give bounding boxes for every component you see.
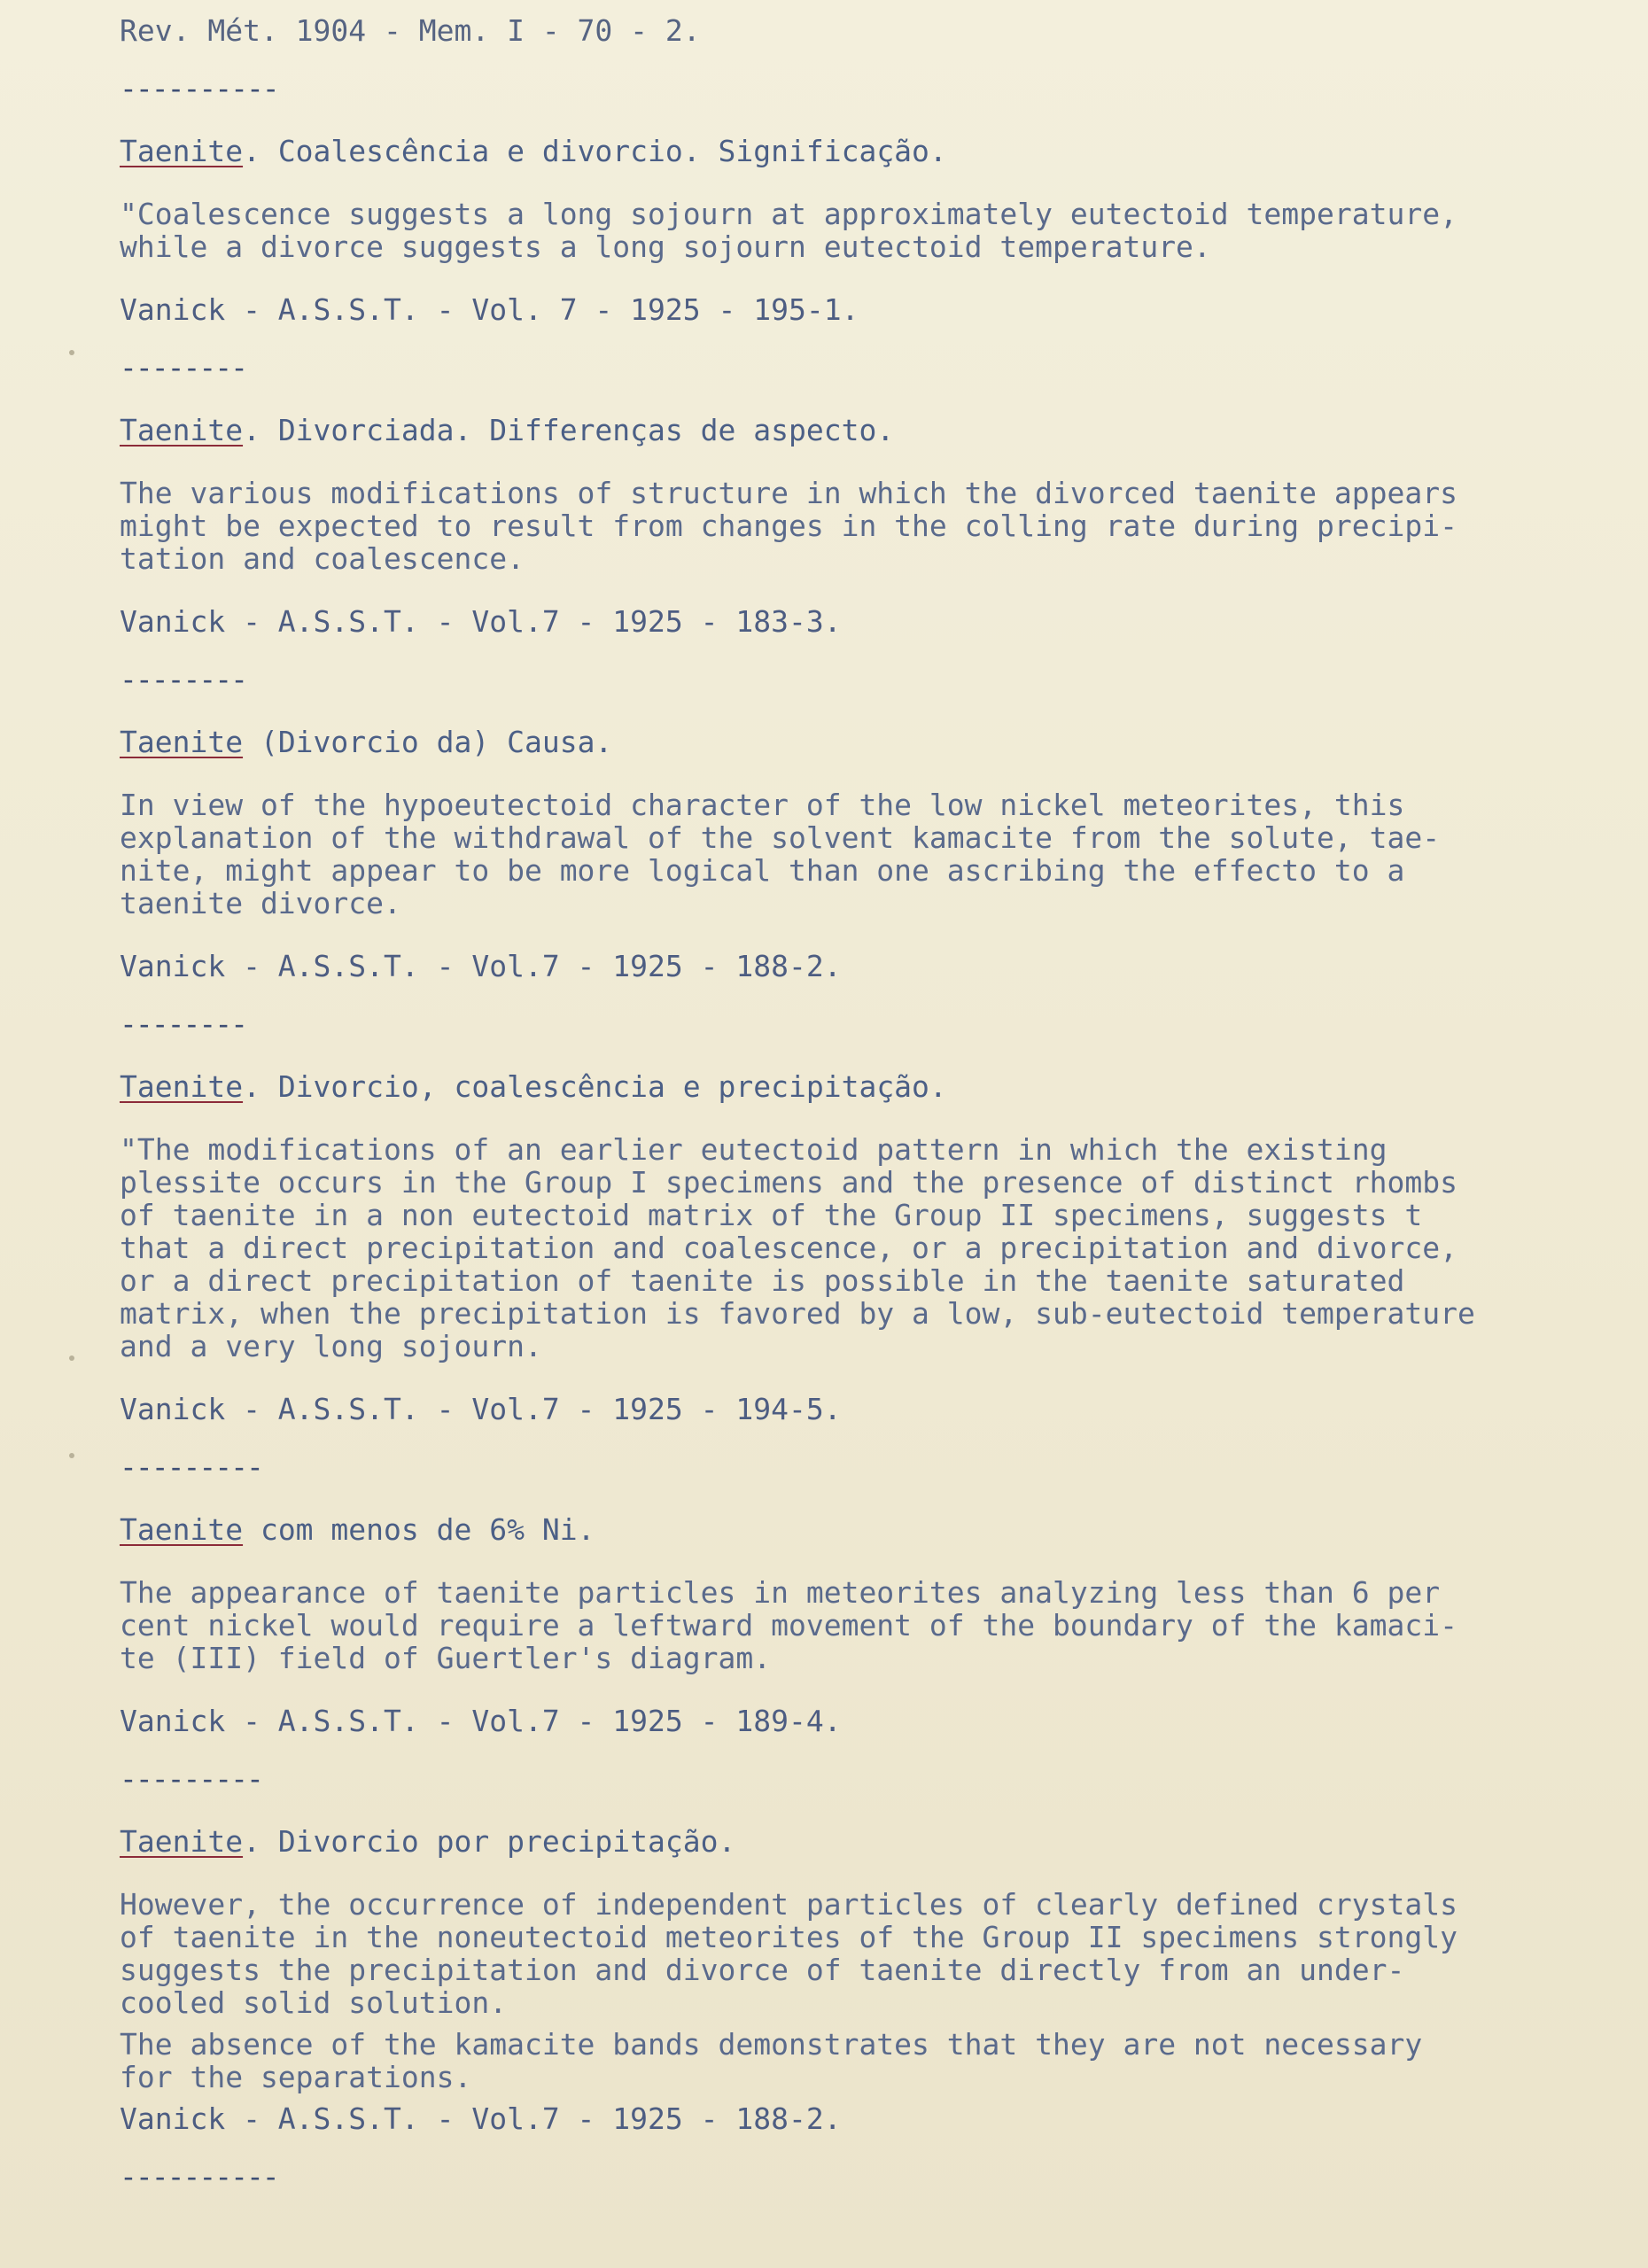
divider: -------- bbox=[120, 662, 246, 696]
body-line: and a very long sojourn. bbox=[120, 1329, 542, 1363]
entry-citation: Vanick - A.S.S.T. - Vol. 7 - 1925 - 195-1. bbox=[120, 292, 859, 327]
entry-term: Taenite bbox=[120, 134, 244, 168]
body-line: The appearance of taenite particles in meteorites analyzing less than 6 per bbox=[120, 1575, 1441, 1610]
body-line: plessite occurs in the Group I specimens and the presence of distinct rhombs bbox=[120, 1165, 1458, 1200]
reference-header: Rev. Mét. 1904 - Mem. I - 70 - 2. bbox=[120, 13, 701, 48]
divider: --------- bbox=[120, 1761, 262, 1796]
body-line: The various modifications of structure in which the divorced taenite appears bbox=[120, 476, 1458, 510]
body-line: might be expected to result from changes in the colling rate during precipi- bbox=[120, 509, 1458, 543]
entry-body bbox=[120, 1576, 1613, 1674]
entry-title: . Divorciada. Differenças de aspecto. bbox=[243, 413, 895, 447]
body-line: of taenite in a non eutectoid matrix of the Group II specimens, suggests t bbox=[120, 1198, 1423, 1232]
body-line: explanation of the withdrawal of the solvent kamacite from the solute, tae- bbox=[120, 820, 1441, 855]
entry-term: Taenite bbox=[120, 1069, 244, 1104]
entry-heading bbox=[120, 726, 1613, 758]
body-line: In view of the hypoeutectoid character of the low nickel meteorites, this bbox=[120, 788, 1405, 822]
body-line: tation and coalescence. bbox=[120, 541, 525, 576]
divider: ---------- bbox=[120, 2159, 278, 2194]
entry-term: Taenite bbox=[120, 1512, 244, 1547]
entry-body bbox=[120, 477, 1613, 575]
body-line: "The modifications of an earlier eutectoid pattern in which the existing bbox=[120, 1132, 1388, 1167]
entry-body bbox=[120, 788, 1613, 920]
entry-title: . Divorcio, coalescência e precipitação. bbox=[243, 1069, 947, 1104]
entry-body bbox=[120, 1888, 1613, 2019]
entry-citation: Vanick - A.S.S.T. - Vol.7 - 1925 - 188-2. bbox=[120, 2101, 842, 2136]
entry-menos-6-ni bbox=[120, 1513, 1613, 1737]
divider: ---------- bbox=[120, 71, 278, 105]
entry-divorcio-causa bbox=[120, 726, 1613, 983]
body-line: of taenite in the noneutectoid meteorites of the Group II specimens strongly bbox=[120, 1920, 1458, 1954]
margin-speck bbox=[69, 1355, 74, 1361]
entry-divorcio-precipitacao bbox=[120, 1825, 1613, 2135]
entry-body-second bbox=[120, 2028, 1613, 2093]
margin-speck bbox=[69, 350, 74, 355]
entry-citation: Vanick - A.S.S.T. - Vol.7 - 1925 - 194-5. bbox=[120, 1392, 842, 1426]
divider: -------- bbox=[120, 350, 246, 384]
entry-term: Taenite bbox=[120, 413, 244, 447]
divider: -------- bbox=[120, 1006, 246, 1041]
body-line: "Coalescence suggests a long sojourn at approximately eutectoid temperature, bbox=[120, 197, 1458, 231]
entry-heading bbox=[120, 414, 1613, 447]
entry-title: (Divorcio da) Causa. bbox=[243, 725, 613, 759]
entry-divorcio-coalescencia-precipitacao bbox=[120, 1070, 1613, 1425]
body-line: cent nickel would require a leftward movement of the boundary of the kamaci- bbox=[120, 1608, 1458, 1643]
body-line: or a direct precipitation of taenite is possible in the taenite saturated bbox=[120, 1263, 1405, 1298]
entry-citation: Vanick - A.S.S.T. - Vol.7 - 1925 - 188-2. bbox=[120, 949, 842, 983]
body-line: taenite divorce. bbox=[120, 886, 401, 920]
entry-term: Taenite bbox=[120, 1824, 244, 1859]
body-line: while a divorce suggests a long sojourn eutectoid temperature. bbox=[120, 229, 1211, 264]
entry-term: Taenite bbox=[120, 725, 244, 759]
divider: --------- bbox=[120, 1449, 262, 1484]
entry-heading bbox=[120, 1825, 1613, 1858]
entry-coalescencia bbox=[120, 135, 1613, 326]
entry-title: . Coalescência e divorcio. Significação. bbox=[243, 134, 947, 168]
body-line: matrix, when the precipitation is favored by a low, sub-eutectoid temperature bbox=[120, 1296, 1475, 1331]
body-line: that a direct precipitation and coalescence, or a precipitation and divorce, bbox=[120, 1231, 1458, 1265]
body-line: nite, might appear to be more logical than one ascribing the effecto to a bbox=[120, 853, 1405, 888]
body-line: The absence of the kamacite bands demonstrates that they are not necessary bbox=[120, 2027, 1423, 2062]
entry-body bbox=[120, 1133, 1613, 1363]
entry-divorciada bbox=[120, 414, 1613, 638]
entry-heading bbox=[120, 1070, 1613, 1103]
body-line: for the separations. bbox=[120, 2060, 472, 2094]
body-line: suggests the precipitation and divorce of taenite directly from an under- bbox=[120, 1953, 1405, 1987]
entry-heading bbox=[120, 135, 1613, 167]
body-line: However, the occurrence of independent particles of clearly defined crystals bbox=[120, 1887, 1458, 1922]
entry-title: . Divorcio por precipitação. bbox=[243, 1824, 736, 1859]
entry-title: com menos de 6% Ni. bbox=[243, 1512, 595, 1547]
margin-speck bbox=[69, 1453, 74, 1458]
entry-body bbox=[120, 198, 1613, 263]
body-line: te (III) field of Guertler's diagram. bbox=[120, 1641, 772, 1675]
entry-citation: Vanick - A.S.S.T. - Vol.7 - 1925 - 183-3. bbox=[120, 604, 842, 639]
entry-citation: Vanick - A.S.S.T. - Vol.7 - 1925 - 189-4. bbox=[120, 1704, 842, 1738]
entry-heading bbox=[120, 1513, 1613, 1546]
body-line: cooled solid solution. bbox=[120, 1985, 508, 2020]
